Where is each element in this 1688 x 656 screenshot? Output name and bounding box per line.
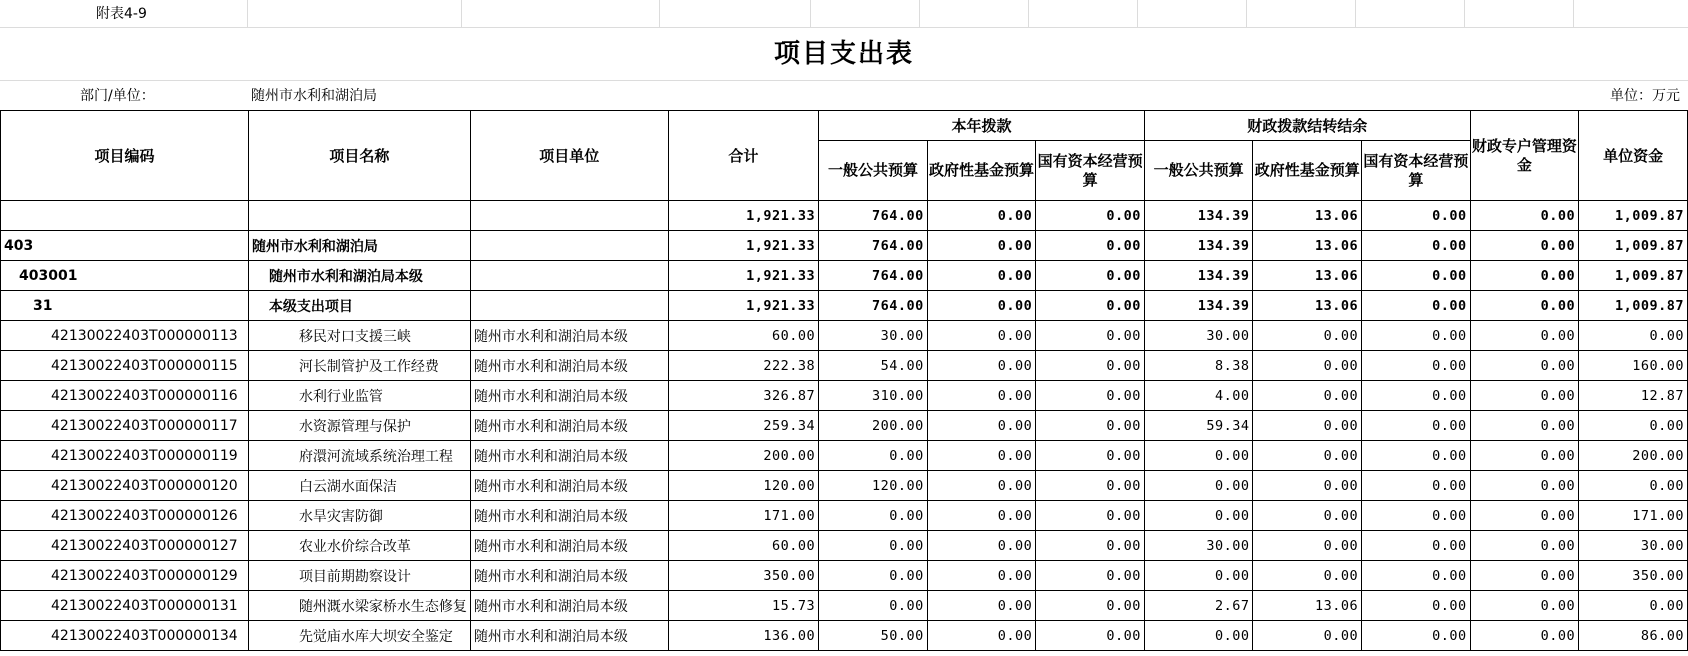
value-cell[interactable]: 0.00 (1362, 201, 1471, 231)
value-cell[interactable]: 0.00 (1036, 381, 1145, 411)
value-cell[interactable]: 120.00 (668, 471, 818, 501)
name-cell[interactable]: 随州市水利和湖泊局本级 (248, 261, 470, 291)
summary-row (1, 291, 1688, 321)
code-cell[interactable]: 42130022403T000000134 (1, 621, 249, 651)
value-cell[interactable]: 0.00 (1470, 531, 1579, 561)
unit-cell[interactable] (470, 201, 668, 231)
value-cell[interactable]: 764.00 (819, 231, 928, 261)
value-cell[interactable]: 0.00 (1362, 291, 1471, 321)
value-cell[interactable]: 0.00 (1036, 471, 1145, 501)
value-cell[interactable]: 0.00 (1036, 591, 1145, 621)
value-cell[interactable]: 0.00 (1036, 231, 1145, 261)
name-cell[interactable]: 本级支出项目 (248, 291, 470, 321)
value-cell[interactable]: 1,009.87 (1579, 201, 1688, 231)
value-cell[interactable]: 764.00 (819, 291, 928, 321)
code-cell[interactable]: 42130022403T000000120 (1, 471, 249, 501)
table-row (1, 621, 1688, 651)
subheader-state-capital-current: 国有资本经营预算 (1036, 141, 1145, 201)
value-cell[interactable]: 8.38 (1144, 351, 1253, 381)
value-cell[interactable]: 0.00 (1362, 561, 1471, 591)
value-cell[interactable]: 0.00 (1253, 381, 1362, 411)
unit-cell[interactable]: 随州市水利和湖泊局本级 (470, 501, 668, 531)
code-cell[interactable]: 403 (1, 231, 249, 261)
code-cell[interactable] (1, 201, 249, 231)
value-cell[interactable]: 0.00 (1579, 591, 1688, 621)
expenditure-table (0, 110, 1688, 651)
value-cell[interactable]: 171.00 (1579, 501, 1688, 531)
value-cell[interactable]: 60.00 (668, 321, 818, 351)
value-cell[interactable]: 0.00 (1144, 471, 1253, 501)
value-cell[interactable]: 171.00 (668, 501, 818, 531)
value-cell[interactable]: 0.00 (1362, 501, 1471, 531)
subheader-fund-current: 政府性基金预算 (927, 141, 1036, 201)
value-cell[interactable]: 0.00 (1144, 621, 1253, 651)
name-cell[interactable]: 河长制管护及工作经费 (248, 351, 470, 381)
table-row (1, 381, 1688, 411)
value-cell[interactable]: 0.00 (927, 591, 1036, 621)
table-row (1, 531, 1688, 561)
value-cell[interactable]: 0.00 (1362, 351, 1471, 381)
code-cell[interactable]: 42130022403T000000115 (1, 351, 249, 381)
unit-cell[interactable]: 随州市水利和湖泊局本级 (470, 621, 668, 651)
value-cell[interactable]: 0.00 (1579, 471, 1688, 501)
name-cell[interactable]: 移民对口支援三峡 (248, 321, 470, 351)
value-cell[interactable]: 0.00 (1253, 531, 1362, 561)
value-cell[interactable]: 0.00 (1253, 501, 1362, 531)
subheader-state-capital-carryover: 国有资本经营预算 (1362, 141, 1471, 201)
value-cell[interactable]: 0.00 (1470, 591, 1579, 621)
value-cell[interactable]: 13.06 (1253, 291, 1362, 321)
header-group-carryover: 财政拨款结转结余 (1144, 111, 1470, 141)
value-cell[interactable]: 0.00 (1036, 351, 1145, 381)
value-cell[interactable]: 0.00 (1362, 381, 1471, 411)
value-cell[interactable]: 0.00 (1470, 471, 1579, 501)
value-cell[interactable]: 350.00 (668, 561, 818, 591)
summary-row (1, 201, 1688, 231)
value-cell[interactable]: 0.00 (927, 261, 1036, 291)
name-cell[interactable]: 水旱灾害防御 (248, 501, 470, 531)
value-cell[interactable]: 13.06 (1253, 261, 1362, 291)
value-cell[interactable]: 120.00 (819, 471, 928, 501)
appendix-label: 附表4-9 (96, 6, 147, 22)
value-cell[interactable]: 134.39 (1144, 231, 1253, 261)
value-cell[interactable]: 0.00 (819, 591, 928, 621)
value-cell[interactable]: 2.67 (1144, 591, 1253, 621)
value-cell[interactable]: 15.73 (668, 591, 818, 621)
value-cell[interactable]: 0.00 (1036, 261, 1145, 291)
subheader-fund-carryover: 政府性基金预算 (1253, 141, 1362, 201)
code-cell[interactable]: 42130022403T000000119 (1, 441, 249, 471)
value-cell[interactable]: 30.00 (1144, 531, 1253, 561)
value-cell[interactable]: 0.00 (1470, 441, 1579, 471)
header-group-current: 本年拨款 (819, 111, 1145, 141)
table-row (1, 351, 1688, 381)
unit-cell[interactable] (470, 231, 668, 261)
name-cell[interactable]: 府澴河流域系统治理工程 (248, 441, 470, 471)
value-cell[interactable]: 0.00 (1362, 411, 1471, 441)
value-cell[interactable]: 0.00 (1036, 531, 1145, 561)
value-cell[interactable]: 0.00 (1470, 351, 1579, 381)
value-cell[interactable]: 0.00 (1036, 291, 1145, 321)
value-cell[interactable]: 764.00 (819, 201, 928, 231)
value-cell[interactable]: 0.00 (927, 201, 1036, 231)
value-cell[interactable]: 30.00 (1579, 531, 1688, 561)
value-cell[interactable]: 0.00 (1144, 441, 1253, 471)
value-cell[interactable]: 0.00 (1362, 231, 1471, 261)
value-cell[interactable]: 0.00 (1470, 201, 1579, 231)
value-cell[interactable]: 0.00 (1036, 561, 1145, 591)
value-cell[interactable]: 0.00 (1036, 411, 1145, 441)
summary-row (1, 261, 1688, 291)
code-cell[interactable]: 42130022403T000000126 (1, 501, 249, 531)
summary-rows (1, 201, 1688, 321)
table-row (1, 501, 1688, 531)
code-cell[interactable]: 42130022403T000000131 (1, 591, 249, 621)
code-cell[interactable]: 42130022403T000000116 (1, 381, 249, 411)
unit-cell[interactable] (470, 261, 668, 291)
table-row (1, 561, 1688, 591)
subheader-general-current: 一般公共预算 (819, 141, 928, 201)
value-cell[interactable]: 0.00 (1036, 621, 1145, 651)
value-cell[interactable]: 0.00 (1253, 321, 1362, 351)
value-cell[interactable]: 0.00 (1470, 291, 1579, 321)
header-code: 项目编码 (1, 111, 249, 201)
code-cell[interactable]: 42130022403T000000117 (1, 411, 249, 441)
value-cell[interactable]: 0.00 (927, 381, 1036, 411)
value-cell[interactable]: 0.00 (1470, 261, 1579, 291)
value-cell[interactable]: 0.00 (1362, 261, 1471, 291)
value-cell[interactable]: 4.00 (1144, 381, 1253, 411)
name-cell[interactable]: 随州溉水梁家桥水生态修复 (248, 591, 470, 621)
value-cell[interactable]: 0.00 (1579, 411, 1688, 441)
value-cell[interactable]: 0.00 (1470, 561, 1579, 591)
summary-row (1, 231, 1688, 261)
name-cell[interactable]: 水资源管理与保护 (248, 411, 470, 441)
value-cell[interactable]: 0.00 (1036, 321, 1145, 351)
value-cell[interactable]: 0.00 (927, 621, 1036, 651)
value-cell[interactable]: 134.39 (1144, 261, 1253, 291)
value-cell[interactable]: 0.00 (1470, 501, 1579, 531)
code-cell[interactable]: 31 (1, 291, 249, 321)
value-cell[interactable]: 0.00 (927, 561, 1036, 591)
value-cell[interactable]: 0.00 (1470, 411, 1579, 441)
value-cell[interactable]: 1,921.33 (668, 291, 818, 321)
value-cell[interactable]: 0.00 (1362, 591, 1471, 621)
code-cell[interactable]: 42130022403T000000127 (1, 531, 249, 561)
value-cell[interactable]: 0.00 (1036, 201, 1145, 231)
value-cell[interactable]: 0.00 (1362, 441, 1471, 471)
value-cell[interactable]: 134.39 (1144, 291, 1253, 321)
page-title: 项目支出表 (0, 28, 1688, 80)
value-cell[interactable]: 13.06 (1253, 231, 1362, 261)
unit-cell[interactable]: 随州市水利和湖泊局本级 (470, 561, 668, 591)
value-cell[interactable]: 0.00 (1362, 471, 1471, 501)
value-cell[interactable]: 0.00 (1362, 531, 1471, 561)
value-cell[interactable]: 326.87 (668, 381, 818, 411)
value-cell[interactable]: 0.00 (1253, 411, 1362, 441)
value-cell[interactable]: 200.00 (1579, 441, 1688, 471)
value-cell[interactable]: 12.87 (1579, 381, 1688, 411)
value-cell[interactable]: 160.00 (1579, 351, 1688, 381)
value-cell[interactable]: 13.06 (1253, 201, 1362, 231)
value-cell[interactable]: 0.00 (927, 411, 1036, 441)
name-cell[interactable]: 农业水价综合改革 (248, 531, 470, 561)
value-cell[interactable]: 0.00 (927, 291, 1036, 321)
value-cell[interactable]: 50.00 (819, 621, 928, 651)
value-cell[interactable]: 350.00 (1579, 561, 1688, 591)
name-cell[interactable]: 项目前期勘察设计 (248, 561, 470, 591)
code-cell[interactable]: 42130022403T000000113 (1, 321, 249, 351)
value-cell[interactable]: 259.34 (668, 411, 818, 441)
value-cell[interactable]: 86.00 (1579, 621, 1688, 651)
value-cell[interactable]: 1,921.33 (668, 231, 818, 261)
value-cell[interactable]: 0.00 (927, 501, 1036, 531)
value-cell[interactable]: 0.00 (1253, 441, 1362, 471)
unit-cell[interactable]: 随州市水利和湖泊局本级 (470, 591, 668, 621)
value-cell[interactable]: 0.00 (1036, 441, 1145, 471)
unit-cell[interactable]: 随州市水利和湖泊局本级 (470, 321, 668, 351)
value-cell[interactable]: 30.00 (819, 321, 928, 351)
detail-rows (1, 321, 1688, 651)
value-cell[interactable]: 0.00 (819, 441, 928, 471)
header-own: 单位资金 (1579, 111, 1688, 201)
unit-cell[interactable]: 随州市水利和湖泊局本级 (470, 381, 668, 411)
code-cell[interactable]: 403001 (1, 261, 249, 291)
value-cell[interactable]: 0.00 (1036, 501, 1145, 531)
unit-cell[interactable] (470, 291, 668, 321)
value-cell[interactable]: 0.00 (1579, 321, 1688, 351)
unit-label: 单位：万元 (1610, 88, 1680, 104)
value-cell[interactable]: 0.00 (1470, 321, 1579, 351)
value-cell[interactable]: 1,921.33 (668, 201, 818, 231)
value-cell[interactable]: 0.00 (927, 231, 1036, 261)
header-unit: 项目单位 (470, 111, 668, 201)
header-special: 财政专户管理资金 (1470, 111, 1579, 201)
name-cell[interactable]: 白云湖水面保洁 (248, 471, 470, 501)
value-cell[interactable]: 0.00 (819, 531, 928, 561)
value-cell[interactable]: 0.00 (819, 501, 928, 531)
table-row (1, 471, 1688, 501)
value-cell[interactable]: 0.00 (1253, 621, 1362, 651)
unit-cell[interactable]: 随州市水利和湖泊局本级 (470, 441, 668, 471)
value-cell[interactable]: 0.00 (927, 351, 1036, 381)
code-cell[interactable]: 42130022403T000000129 (1, 561, 249, 591)
value-cell[interactable]: 0.00 (819, 561, 928, 591)
name-cell[interactable] (248, 201, 470, 231)
dept-label: 部门/单位： (80, 88, 155, 104)
dept-value: 随州市水利和湖泊局 (251, 88, 377, 104)
value-cell[interactable]: 1,009.87 (1579, 261, 1688, 291)
value-cell[interactable]: 30.00 (1144, 321, 1253, 351)
value-cell[interactable]: 0.00 (1144, 561, 1253, 591)
value-cell[interactable]: 136.00 (668, 621, 818, 651)
value-cell[interactable]: 1,921.33 (668, 261, 818, 291)
value-cell[interactable]: 0.00 (927, 471, 1036, 501)
header-name: 项目名称 (248, 111, 470, 201)
table-row (1, 411, 1688, 441)
value-cell[interactable]: 0.00 (1470, 621, 1579, 651)
value-cell[interactable]: 200.00 (668, 441, 818, 471)
name-cell[interactable]: 水利行业监管 (248, 381, 470, 411)
name-cell[interactable]: 随州市水利和湖泊局 (248, 231, 470, 261)
value-cell[interactable]: 1,009.87 (1579, 231, 1688, 261)
name-cell[interactable]: 先觉庙水库大坝安全鉴定 (248, 621, 470, 651)
unit-cell[interactable]: 随州市水利和湖泊局本级 (470, 471, 668, 501)
value-cell[interactable]: 0.00 (1253, 351, 1362, 381)
unit-cell[interactable]: 随州市水利和湖泊局本级 (470, 411, 668, 441)
value-cell[interactable]: 60.00 (668, 531, 818, 561)
value-cell[interactable]: 0.00 (1253, 561, 1362, 591)
value-cell[interactable]: 310.00 (819, 381, 928, 411)
value-cell[interactable]: 0.00 (927, 321, 1036, 351)
table-row (1, 321, 1688, 351)
value-cell[interactable]: 13.06 (1253, 591, 1362, 621)
value-cell[interactable]: 0.00 (927, 441, 1036, 471)
value-cell[interactable]: 54.00 (819, 351, 928, 381)
unit-cell[interactable]: 随州市水利和湖泊局本级 (470, 531, 668, 561)
table-row (1, 441, 1688, 471)
value-cell[interactable]: 59.34 (1144, 411, 1253, 441)
subheader-general-carryover: 一般公共预算 (1144, 141, 1253, 201)
value-cell[interactable]: 134.39 (1144, 201, 1253, 231)
value-cell[interactable]: 764.00 (819, 261, 928, 291)
table-row (1, 591, 1688, 621)
value-cell[interactable]: 0.00 (1362, 321, 1471, 351)
value-cell[interactable]: 1,009.87 (1579, 291, 1688, 321)
unit-cell[interactable]: 随州市水利和湖泊局本级 (470, 351, 668, 381)
value-cell[interactable]: 0.00 (1362, 621, 1471, 651)
value-cell[interactable]: 0.00 (1470, 381, 1579, 411)
value-cell[interactable]: 222.38 (668, 351, 818, 381)
value-cell[interactable]: 0.00 (1144, 501, 1253, 531)
value-cell[interactable]: 0.00 (1253, 471, 1362, 501)
value-cell[interactable]: 200.00 (819, 411, 928, 441)
header-total: 合计 (668, 111, 818, 201)
value-cell[interactable]: 0.00 (927, 531, 1036, 561)
value-cell[interactable]: 0.00 (1470, 231, 1579, 261)
